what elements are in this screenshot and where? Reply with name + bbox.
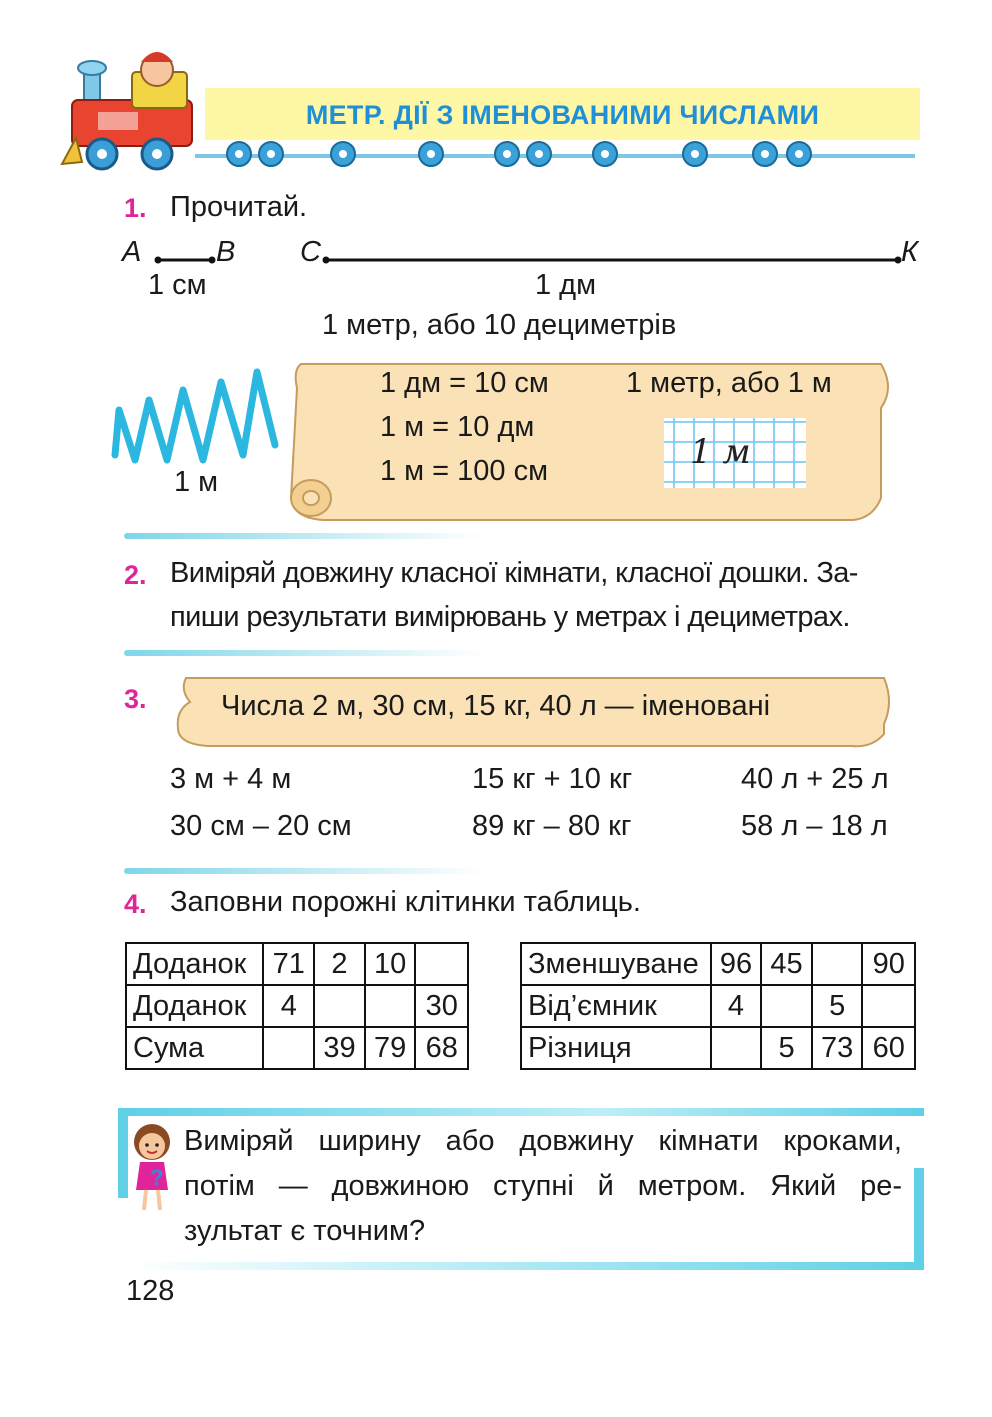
table-row (126, 985, 468, 1027)
task2-line-2: пиши результати вимірювань у метрах і дециметрах. (170, 601, 850, 633)
task3-banner-text: Числа 2 м, 30 см, 15 кг, 40 л — іменовані (221, 690, 771, 722)
table-row (126, 1027, 468, 1069)
point-k-label: К (901, 236, 919, 268)
table-cell: 2 (314, 943, 365, 985)
page-number: 128 (126, 1275, 175, 1307)
table-cell-empty[interactable] (365, 985, 416, 1027)
expr-5: 89 кг – 80 кг (472, 810, 632, 842)
girl-mascot-icon (128, 1120, 178, 1215)
table-cell-empty[interactable] (862, 985, 915, 1027)
table-cell: 10 (365, 943, 416, 985)
task2-line-1: Виміряй довжину класної кімнати, класної дошки. За- (170, 557, 858, 589)
tip-border-left (118, 1108, 128, 1198)
expr-4: 30 см – 20 см (170, 810, 352, 842)
table-cell: 73 (812, 1027, 863, 1069)
table-cell: 45 (761, 943, 812, 985)
svg-text:?: ? (150, 1165, 164, 1190)
row-label: Доданок (126, 985, 263, 1027)
table-subtraction (520, 942, 916, 1070)
table-cell: 4 (263, 985, 314, 1027)
point-a-label: А (122, 236, 142, 268)
tip-border-right (914, 1168, 924, 1270)
table-row (521, 943, 915, 985)
row-label: Сума (126, 1027, 263, 1069)
scroll-line-2: 1 м = 10 дм (380, 411, 535, 443)
separator-2 (124, 650, 484, 656)
table-cell: 71 (263, 943, 314, 985)
row-label: Різниця (521, 1027, 711, 1069)
expr-3: 40 л + 25 л (741, 763, 889, 795)
expr-2: 15 кг + 10 кг (472, 763, 633, 795)
task1-number: 1. (124, 193, 147, 223)
tip-border-top (118, 1108, 924, 1116)
zigzag-label: 1 м (174, 466, 219, 498)
table-cell: 60 (862, 1027, 915, 1069)
tip-line-2: потім — довжиною ступні й метром. Який ре- (184, 1170, 902, 1202)
segment-ab (150, 250, 220, 266)
point-c-label: С (300, 236, 321, 268)
tip-border-bottom (128, 1262, 924, 1270)
table-cell-empty[interactable] (812, 943, 863, 985)
zigzag-tape (105, 360, 295, 480)
scroll-line-1: 1 дм = 10 см (380, 367, 549, 399)
table-cell: 90 (862, 943, 915, 985)
tip-text (184, 1119, 902, 1254)
table-row (126, 943, 468, 985)
point-b-label: В (216, 236, 236, 268)
label-1dm: 1 дм (535, 269, 597, 301)
expr-6: 58 л – 18 л (741, 810, 888, 842)
row-label: Від’ємник (521, 985, 711, 1027)
table-cell: 5 (761, 1027, 812, 1069)
page-title: МЕТР. ДІЇ З ІМЕНОВАНИМИ ЧИСЛАМИ (305, 100, 820, 130)
separator-1 (124, 533, 484, 539)
segment-ck (318, 250, 908, 266)
table-cell: 96 (711, 943, 762, 985)
table-cell: 5 (812, 985, 863, 1027)
task4-instruction: Заповни порожні клітинки таблиць. (170, 886, 641, 918)
table-cell-empty[interactable] (761, 985, 812, 1027)
scroll-line-3: 1 м = 100 см (380, 455, 549, 487)
train-illustration (62, 42, 212, 172)
expr-1: 3 м + 4 м (170, 763, 292, 795)
separator-3 (124, 868, 484, 874)
header-rail (195, 138, 925, 174)
task4-number: 4. (124, 889, 147, 919)
table-cell: 68 (415, 1027, 468, 1069)
row-label: Доданок (126, 943, 263, 985)
table-row (521, 985, 915, 1027)
row-label: Зменшуване (521, 943, 711, 985)
label-1cm: 1 см (148, 269, 207, 301)
task3-number: 3. (124, 684, 147, 714)
table-cell: 79 (365, 1027, 416, 1069)
table-cell: 39 (314, 1027, 365, 1069)
scroll-right-title: 1 метр, або 1 м (626, 367, 832, 399)
table-cell-empty[interactable] (314, 985, 365, 1027)
table-cell: 4 (711, 985, 762, 1027)
handwritten-1m: 1 м (690, 432, 751, 472)
table-cell-empty[interactable] (415, 943, 468, 985)
table-row (521, 1027, 915, 1069)
task2-number: 2. (124, 560, 147, 590)
table-addition (125, 942, 469, 1070)
table-cell: 30 (415, 985, 468, 1027)
table-cell-empty[interactable] (711, 1027, 762, 1069)
task1-instruction: Прочитай. (170, 191, 308, 223)
tip-line-3: зультат є точним? (184, 1215, 426, 1247)
table-cell-empty[interactable] (263, 1027, 314, 1069)
tip-line-1: Виміряй ширину або довжину кімнати кроками, (184, 1125, 902, 1157)
label-1m-full: 1 метр, або 10 дециметрів (322, 309, 677, 341)
